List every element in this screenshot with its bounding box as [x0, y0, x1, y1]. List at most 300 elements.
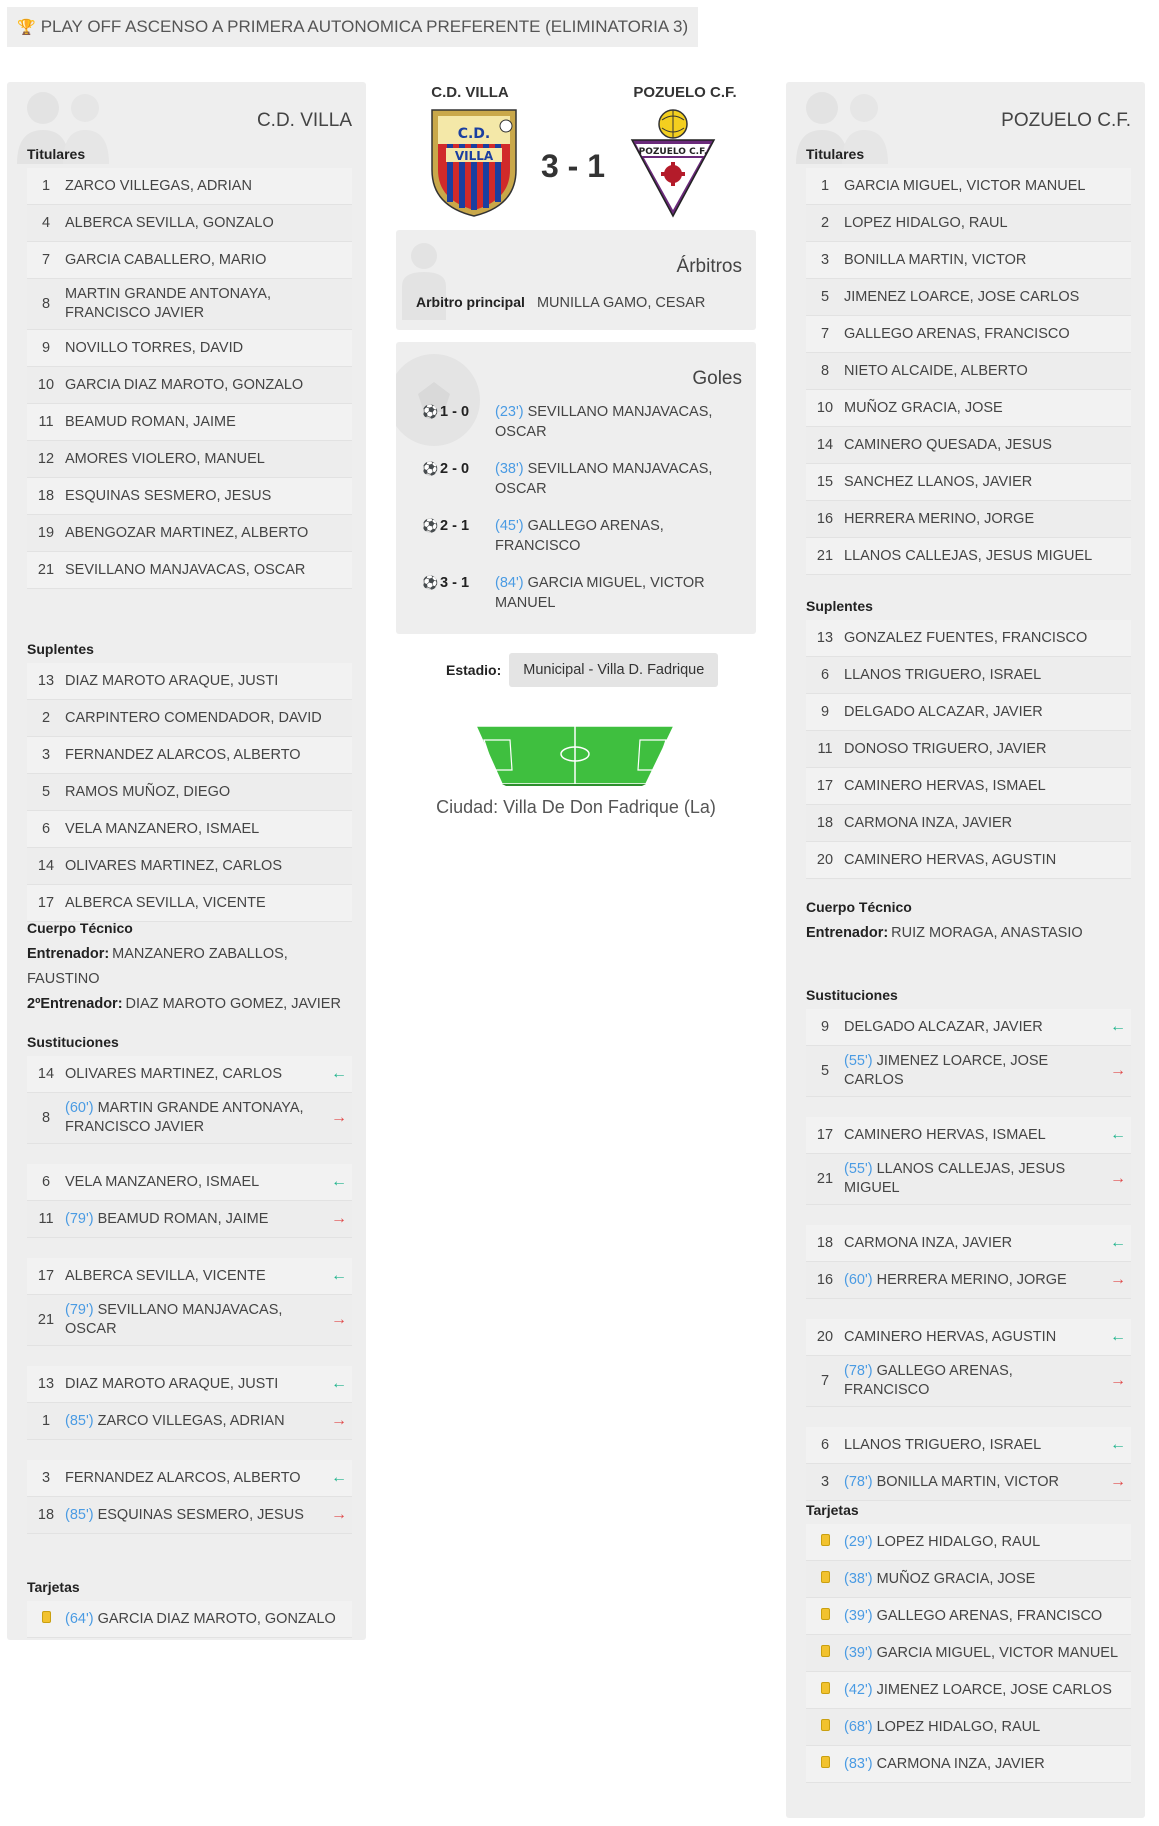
sub-in-arrow-icon: ←	[1110, 1018, 1126, 1035]
goals-list	[422, 402, 742, 630]
substitution-minute: (79')	[65, 1210, 94, 1227]
sub-out-arrow-icon: →	[1110, 1271, 1126, 1288]
sub-row	[806, 620, 1131, 657]
player-name[interactable]: LLANOS CALLEJAS, JESUS MIGUEL	[844, 547, 1093, 564]
home-subs-title: Suplentes	[27, 641, 94, 657]
substitution-detail	[65, 1506, 326, 1525]
referee-role: Arbitro principal	[416, 294, 525, 310]
player-number: 1	[41, 178, 51, 194]
player-name[interactable]: GALLEGO ARENAS, FRANCISCO	[844, 1363, 1013, 1398]
home-cards-list	[27, 1601, 352, 1638]
player-name[interactable]: CARMONA INZA, JAVIER	[844, 814, 1013, 831]
svg-text:C.D.: C.D.	[457, 126, 491, 142]
home-team-label: C.D. VILLA	[431, 84, 509, 101]
stadium-pitch-icon	[474, 714, 676, 786]
card-detail	[844, 1570, 1131, 1589]
referees-title: Árbitros	[676, 256, 742, 277]
away-subs-list	[806, 620, 1131, 879]
player-name[interactable]: GALLEGO ARENAS, FRANCISCO	[876, 1607, 1103, 1624]
player-name[interactable]: LLANOS TRIGUERO, ISRAEL	[844, 1436, 1042, 1453]
player-name[interactable]: LOPEZ HIDALGO, RAUL	[876, 1718, 1041, 1735]
goal-scorer[interactable]: SEVILLANO MANJAVACAS, OSCAR	[495, 404, 713, 440]
player-number: 3	[820, 252, 830, 268]
starter-row	[806, 464, 1131, 501]
competition-title: PLAY OFF ASCENSO A PRIMERA AUTONOMICA PREFERENTE (ELIMINATORIA 3)	[40, 17, 689, 36]
starter-row	[806, 390, 1131, 427]
card-minute: (29')	[844, 1533, 873, 1550]
player-name[interactable]: GONZALEZ FUENTES, FRANCISCO	[844, 629, 1088, 646]
player-name[interactable]: BONILLA MARTIN, VICTOR	[844, 251, 1027, 268]
player-name[interactable]: ABENGOZAR MARTINEZ, ALBERTO	[65, 524, 309, 541]
sub-in-arrow-icon: ←	[1110, 1234, 1126, 1251]
substitution-in-row	[27, 1258, 352, 1295]
player-number: 20	[816, 1329, 834, 1345]
referees-box	[396, 230, 756, 330]
away-starters-section	[806, 146, 1131, 575]
player-number: 13	[37, 673, 55, 689]
home-cards-section	[27, 1579, 352, 1638]
player-name[interactable]: DELGADO ALCAZAR, JAVIER	[844, 703, 1043, 720]
goal-scorer[interactable]: GALLEGO ARENAS, FRANCISCO	[495, 518, 664, 554]
card-row	[806, 1524, 1131, 1561]
own-goal-ball-icon: ⚽	[422, 575, 439, 590]
substitution-out-row	[27, 1093, 352, 1144]
home-team-panel	[7, 82, 366, 1640]
card-row	[806, 1598, 1131, 1635]
player-name[interactable]: NOVILLO TORRES, DAVID	[65, 339, 244, 356]
card-minute: (39')	[844, 1644, 873, 1661]
sub-out-arrow-icon: →	[1110, 1062, 1126, 1079]
substitution-out-row	[806, 1464, 1131, 1501]
player-name[interactable]: VELA MANZANERO, ISMAEL	[65, 1173, 260, 1190]
player-number: 5	[41, 784, 51, 800]
player-number: 2	[41, 710, 51, 726]
sub-row	[806, 842, 1131, 879]
starter-row	[806, 242, 1131, 279]
player-name[interactable]: HERRERA MERINO, JORGE	[844, 510, 1035, 527]
sub-in-arrow-icon: ←	[331, 1267, 347, 1284]
player-number: 8	[41, 296, 51, 312]
home-subs-section	[27, 641, 352, 922]
player-name[interactable]: BONILLA MARTIN, VICTOR	[876, 1473, 1059, 1490]
home-substitutions-title: Sustituciones	[27, 1034, 119, 1050]
sub-in-arrow-icon: ←	[1110, 1126, 1126, 1143]
sub-out-arrow-icon: →	[331, 1311, 347, 1328]
away-team-label: POZUELO C.F.	[633, 84, 737, 101]
player-number: 9	[820, 1019, 830, 1035]
player-number: 1	[820, 178, 830, 194]
starter-row	[806, 538, 1131, 575]
player-number: 16	[816, 1272, 834, 1288]
player-name[interactable]: ESQUINAS SESMERO, JESUS	[97, 1506, 304, 1523]
player-name[interactable]: OLIVARES MARTINEZ, CARLOS	[65, 1065, 283, 1082]
staff-role: Entrenador:	[806, 925, 889, 941]
starter-row	[806, 427, 1131, 464]
player-name[interactable]: FERNANDEZ ALARCOS, ALBERTO	[65, 746, 301, 763]
player-number: 21	[37, 562, 55, 578]
player-number: 14	[816, 437, 834, 453]
substitution-out-row	[27, 1201, 352, 1238]
sub-row	[27, 774, 352, 811]
player-name[interactable]: CAMINERO HERVAS, ISMAEL	[844, 1126, 1046, 1143]
player-name[interactable]: JIMENEZ LOARCE, JOSE CARLOS	[844, 288, 1080, 305]
substitution-pair	[27, 1056, 352, 1144]
substitution-in-row	[806, 1117, 1131, 1154]
away-starters-list	[806, 168, 1131, 575]
player-name[interactable]: CARPINTERO COMENDADOR, DAVID	[65, 709, 322, 726]
away-staff-section	[806, 899, 1131, 946]
staff-line	[27, 992, 352, 1017]
player-number: 11	[38, 1211, 54, 1227]
player-name[interactable]: JIMENEZ LOARCE, JOSE CARLOS	[844, 1053, 1049, 1088]
player-number: 21	[816, 548, 834, 564]
player-name[interactable]: ZARCO VILLEGAS, ADRIAN	[97, 1412, 285, 1429]
sub-in-arrow-icon: ←	[331, 1065, 347, 1082]
substitution-pair	[806, 1319, 1131, 1407]
substitution-detail	[65, 1412, 326, 1431]
substitution-out-row	[806, 1356, 1131, 1407]
card-detail	[844, 1718, 1131, 1737]
home-staff-section	[27, 920, 352, 1017]
player-number: 2	[820, 215, 830, 231]
player-number: 19	[37, 525, 55, 541]
player-number: 6	[820, 667, 830, 683]
player-number: 21	[37, 1312, 55, 1328]
home-team-name: C.D. VILLA	[256, 110, 352, 131]
staff-name: DIAZ MAROTO GOMEZ, JAVIER	[125, 996, 341, 1012]
substitution-out-row	[806, 1154, 1131, 1205]
player-number: 7	[41, 252, 51, 268]
sub-out-arrow-icon: →	[1110, 1170, 1126, 1187]
player-number: 17	[37, 895, 55, 911]
player-name[interactable]: GARCIA DIAZ MAROTO, GONZALO	[65, 376, 304, 393]
player-name[interactable]: ALBERCA SEVILLA, VICENTE	[65, 894, 266, 911]
starter-row	[27, 279, 352, 330]
starter-row	[27, 242, 352, 279]
yellow-card-icon	[806, 1534, 844, 1550]
svg-text:VILLA: VILLA	[454, 149, 494, 163]
away-team-crest	[628, 106, 718, 218]
player-name[interactable]: GARCIA MIGUEL, VICTOR MANUEL	[876, 1644, 1119, 1661]
player-name[interactable]: GALLEGO ARENAS, FRANCISCO	[844, 325, 1070, 342]
player-number: 17	[37, 1268, 55, 1284]
substitution-out-row	[806, 1046, 1131, 1097]
sub-in-arrow-icon: ←	[1110, 1328, 1126, 1345]
substitution-minute: (85')	[65, 1506, 94, 1523]
sub-out-arrow-icon: →	[1110, 1372, 1126, 1389]
substitution-in-row	[27, 1164, 352, 1201]
staff-line	[27, 942, 352, 992]
goal-score: 2 - 1	[440, 518, 470, 534]
stadium-info	[446, 653, 718, 687]
player-name[interactable]: LOPEZ HIDALGO, RAUL	[844, 214, 1008, 231]
substitution-minute: (85')	[65, 1412, 94, 1429]
sub-out-arrow-icon: →	[331, 1109, 347, 1126]
player-name[interactable]: ZARCO VILLEGAS, ADRIAN	[65, 177, 252, 194]
player-number: 13	[37, 1376, 55, 1392]
staff-role: Entrenador:	[27, 946, 110, 962]
player-name[interactable]: CAMINERO HERVAS, ISMAEL	[844, 777, 1046, 794]
player-number: 14	[37, 1066, 55, 1082]
sub-row	[806, 694, 1131, 731]
sub-in-arrow-icon: ←	[1110, 1436, 1126, 1453]
substitution-detail	[65, 1099, 326, 1137]
player-number: 16	[816, 511, 834, 527]
card-row	[27, 1601, 352, 1638]
yellow-card-icon	[806, 1645, 844, 1661]
sub-row	[806, 805, 1131, 842]
player-name[interactable]: BEAMUD ROMAN, JAIME	[65, 413, 236, 430]
card-detail	[844, 1533, 1131, 1552]
player-name[interactable]: LLANOS CALLEJAS, JESUS MIGUEL	[844, 1161, 1066, 1196]
sub-row	[806, 657, 1131, 694]
substitution-detail	[65, 1210, 326, 1229]
starter-row	[806, 279, 1131, 316]
player-name[interactable]: SEVILLANO MANJAVACAS, OSCAR	[65, 1302, 283, 1337]
starter-row	[806, 205, 1131, 242]
player-number: 8	[41, 1110, 51, 1126]
goal-minute: (23')	[495, 404, 524, 420]
substitution-pair	[806, 1117, 1131, 1205]
goal-detail	[495, 516, 742, 556]
player-name[interactable]: OLIVARES MARTINEZ, CARLOS	[65, 857, 283, 874]
player-name[interactable]: JIMENEZ LOARCE, JOSE CARLOS	[876, 1681, 1112, 1698]
home-staff-list	[27, 942, 352, 1017]
goal-row	[422, 402, 742, 442]
player-number: 10	[816, 400, 834, 416]
goal-row	[422, 573, 742, 613]
staff-role: 2ºEntrenador:	[27, 996, 123, 1012]
substitution-in-row	[806, 1427, 1131, 1464]
substitution-minute: (60')	[844, 1271, 873, 1288]
substitution-out-row	[806, 1262, 1131, 1299]
substitution-minute: (55')	[844, 1053, 873, 1069]
starter-row	[27, 478, 352, 515]
player-name[interactable]: VELA MANZANERO, ISMAEL	[65, 820, 260, 837]
goal-detail	[495, 402, 742, 442]
sub-row	[806, 768, 1131, 805]
card-minute: (64')	[65, 1610, 94, 1627]
player-name[interactable]: MARTIN GRANDE ANTONAYA, FRANCISCO JAVIER	[65, 286, 271, 321]
player-name[interactable]: GARCIA MIGUEL, VICTOR MANUEL	[844, 177, 1086, 194]
player-number: 18	[816, 1235, 834, 1251]
card-row	[806, 1561, 1131, 1598]
card-detail	[844, 1755, 1131, 1774]
player-number: 5	[820, 1063, 830, 1079]
starter-row	[27, 330, 352, 367]
home-substitutions-section	[27, 1034, 352, 1554]
player-name[interactable]: AMORES VIOLERO, MANUEL	[65, 450, 265, 467]
home-starters-list	[27, 168, 352, 589]
goal-score: 2 - 0	[440, 461, 470, 477]
goal-score: 3 - 1	[440, 575, 470, 591]
player-number: 3	[41, 747, 51, 763]
substitution-pair	[27, 1460, 352, 1534]
referee-line	[416, 294, 705, 311]
player-number: 5	[820, 289, 830, 305]
player-number: 1	[41, 1413, 51, 1429]
away-cards-section	[806, 1502, 1131, 1783]
yellow-card-icon	[806, 1756, 844, 1772]
player-name[interactable]: CARMONA INZA, JAVIER	[876, 1755, 1045, 1772]
player-number: 7	[820, 1373, 830, 1389]
home-subs-list	[27, 663, 352, 922]
player-number: 3	[41, 1470, 51, 1486]
starter-row	[806, 501, 1131, 538]
goal-row	[422, 459, 742, 499]
player-name[interactable]: GARCIA DIAZ MAROTO, GONZALO	[97, 1610, 336, 1627]
trophy-icon: 🏆	[17, 19, 36, 36]
starter-row	[27, 441, 352, 478]
player-name[interactable]: DONOSO TRIGUERO, JAVIER	[844, 740, 1047, 757]
sub-in-arrow-icon: ←	[331, 1173, 347, 1190]
ball-icon: ⚽	[422, 461, 439, 476]
yellow-card-icon	[806, 1719, 844, 1735]
player-name[interactable]: NIETO ALCAIDE, ALBERTO	[844, 362, 1028, 379]
substitution-pair	[806, 1225, 1131, 1299]
home-starters-title: Titulares	[27, 146, 86, 162]
substitution-in-row	[27, 1056, 352, 1093]
goal-row	[422, 516, 742, 556]
substitution-detail	[844, 1362, 1105, 1400]
starter-row	[27, 168, 352, 205]
card-minute: (38')	[844, 1570, 873, 1587]
away-substitutions-title: Sustituciones	[806, 987, 898, 1003]
player-number: 4	[41, 215, 51, 231]
substitution-in-row	[806, 1319, 1131, 1356]
sub-in-arrow-icon: ←	[331, 1375, 347, 1392]
goal-minute: (45')	[495, 518, 524, 534]
starter-row	[27, 515, 352, 552]
player-number: 10	[37, 377, 55, 393]
player-name[interactable]: CAMINERO QUESADA, JESUS	[844, 436, 1052, 453]
substitution-detail	[844, 1271, 1105, 1290]
player-number: 6	[41, 821, 51, 837]
sub-row	[27, 885, 352, 922]
sub-in-arrow-icon: ←	[331, 1469, 347, 1486]
goals-title: Goles	[692, 368, 742, 389]
player-name[interactable]: LOPEZ HIDALGO, RAUL	[876, 1533, 1041, 1550]
goal-detail	[495, 573, 742, 613]
starter-row	[27, 552, 352, 589]
starter-row	[27, 404, 352, 441]
player-name[interactable]: CARMONA INZA, JAVIER	[844, 1234, 1013, 1251]
goals-box	[396, 342, 756, 634]
player-number: 18	[37, 488, 55, 504]
player-number: 6	[820, 1437, 830, 1453]
substitution-in-row	[806, 1009, 1131, 1046]
player-name[interactable]: FERNANDEZ ALARCOS, ALBERTO	[65, 1469, 301, 1486]
player-name[interactable]: RAMOS MUÑOZ, DIEGO	[65, 783, 231, 800]
player-number: 17	[816, 778, 834, 794]
card-minute: (68')	[844, 1718, 873, 1735]
substitution-detail	[844, 1052, 1105, 1090]
substitution-detail	[65, 1301, 326, 1339]
goal-minute: (38')	[495, 461, 524, 477]
starter-row	[27, 367, 352, 404]
substitution-in-row	[806, 1225, 1131, 1262]
player-number: 6	[41, 1174, 51, 1190]
staff-line	[806, 921, 1131, 946]
player-number: 8	[820, 363, 830, 379]
player-name[interactable]: DELGADO ALCAZAR, JAVIER	[844, 1018, 1043, 1035]
player-name[interactable]: CAMINERO HERVAS, AGUSTIN	[844, 851, 1057, 868]
sub-row	[27, 737, 352, 774]
substitution-pair	[27, 1258, 352, 1346]
player-number: 11	[38, 414, 54, 430]
staff-name: RUIZ MORAGA, ANASTASIO	[891, 925, 1083, 941]
sub-row	[27, 811, 352, 848]
card-detail	[844, 1644, 1131, 1663]
away-team-panel	[786, 82, 1145, 1818]
home-team-crest	[428, 106, 520, 218]
substitution-detail	[844, 1473, 1105, 1492]
substitution-minute: (78')	[844, 1363, 873, 1379]
player-number: 20	[816, 852, 834, 868]
goal-detail	[495, 459, 742, 499]
card-row	[806, 1746, 1131, 1783]
goal-minute: (84')	[495, 575, 524, 591]
player-name[interactable]: SEVILLANO MANJAVACAS, OSCAR	[65, 561, 306, 578]
away-substitutions-list	[806, 1009, 1131, 1501]
goal-scorer[interactable]: SEVILLANO MANJAVACAS, OSCAR	[495, 461, 713, 497]
player-name[interactable]: ALBERCA SEVILLA, VICENTE	[65, 1267, 266, 1284]
player-name[interactable]: SANCHEZ LLANOS, JAVIER	[844, 473, 1033, 490]
player-name[interactable]: BEAMUD ROMAN, JAIME	[97, 1210, 269, 1227]
substitution-out-row	[27, 1403, 352, 1440]
sub-row	[806, 731, 1131, 768]
substitution-minute: (78')	[844, 1473, 873, 1490]
home-starters-section	[27, 146, 352, 589]
player-name[interactable]: MUÑOZ GRACIA, JOSE	[844, 399, 1003, 416]
ball-icon: ⚽	[422, 404, 439, 419]
card-detail	[65, 1610, 352, 1629]
substitution-pair	[27, 1164, 352, 1238]
player-name[interactable]: ALBERCA SEVILLA, GONZALO	[65, 214, 274, 231]
player-number: 9	[41, 340, 51, 356]
player-number: 7	[820, 326, 830, 342]
substitution-out-row	[27, 1497, 352, 1534]
player-name[interactable]: DIAZ MAROTO ARAQUE, JUSTI	[65, 1375, 279, 1392]
stadium-label: Estadio:	[446, 662, 502, 678]
card-minute: (83')	[844, 1755, 873, 1772]
card-detail	[844, 1607, 1131, 1626]
home-substitutions-list	[27, 1056, 352, 1534]
sub-row	[27, 848, 352, 885]
player-number: 15	[816, 474, 834, 490]
player-name[interactable]: MARTIN GRANDE ANTONAYA, FRANCISCO JAVIER	[65, 1100, 304, 1135]
player-name[interactable]: GARCIA CABALLERO, MARIO	[65, 251, 267, 268]
player-name[interactable]: HERRERA MERINO, JORGE	[876, 1271, 1067, 1288]
player-name[interactable]: CAMINERO HERVAS, AGUSTIN	[844, 1328, 1057, 1345]
player-name[interactable]: ESQUINAS SESMERO, JESUS	[65, 487, 272, 504]
player-name[interactable]: DIAZ MAROTO ARAQUE, JUSTI	[65, 672, 279, 689]
staff-name: MANZANERO ZABALLOS, FAUSTINO	[27, 946, 288, 987]
substitution-minute: (55')	[844, 1161, 873, 1177]
player-name[interactable]: LLANOS TRIGUERO, ISRAEL	[844, 666, 1042, 683]
sub-row	[27, 663, 352, 700]
player-name[interactable]: MUÑOZ GRACIA, JOSE	[876, 1570, 1036, 1587]
sub-out-arrow-icon: →	[331, 1506, 347, 1523]
substitution-pair	[806, 1427, 1131, 1501]
substitution-in-row	[27, 1460, 352, 1497]
away-cards-title: Tarjetas	[806, 1502, 859, 1518]
player-number: 3	[820, 1474, 830, 1490]
substitution-detail	[844, 1160, 1105, 1198]
player-number: 17	[816, 1127, 834, 1143]
card-detail	[844, 1681, 1131, 1700]
goal-scorer[interactable]: GARCIA MIGUEL, VICTOR MANUEL	[495, 575, 705, 611]
